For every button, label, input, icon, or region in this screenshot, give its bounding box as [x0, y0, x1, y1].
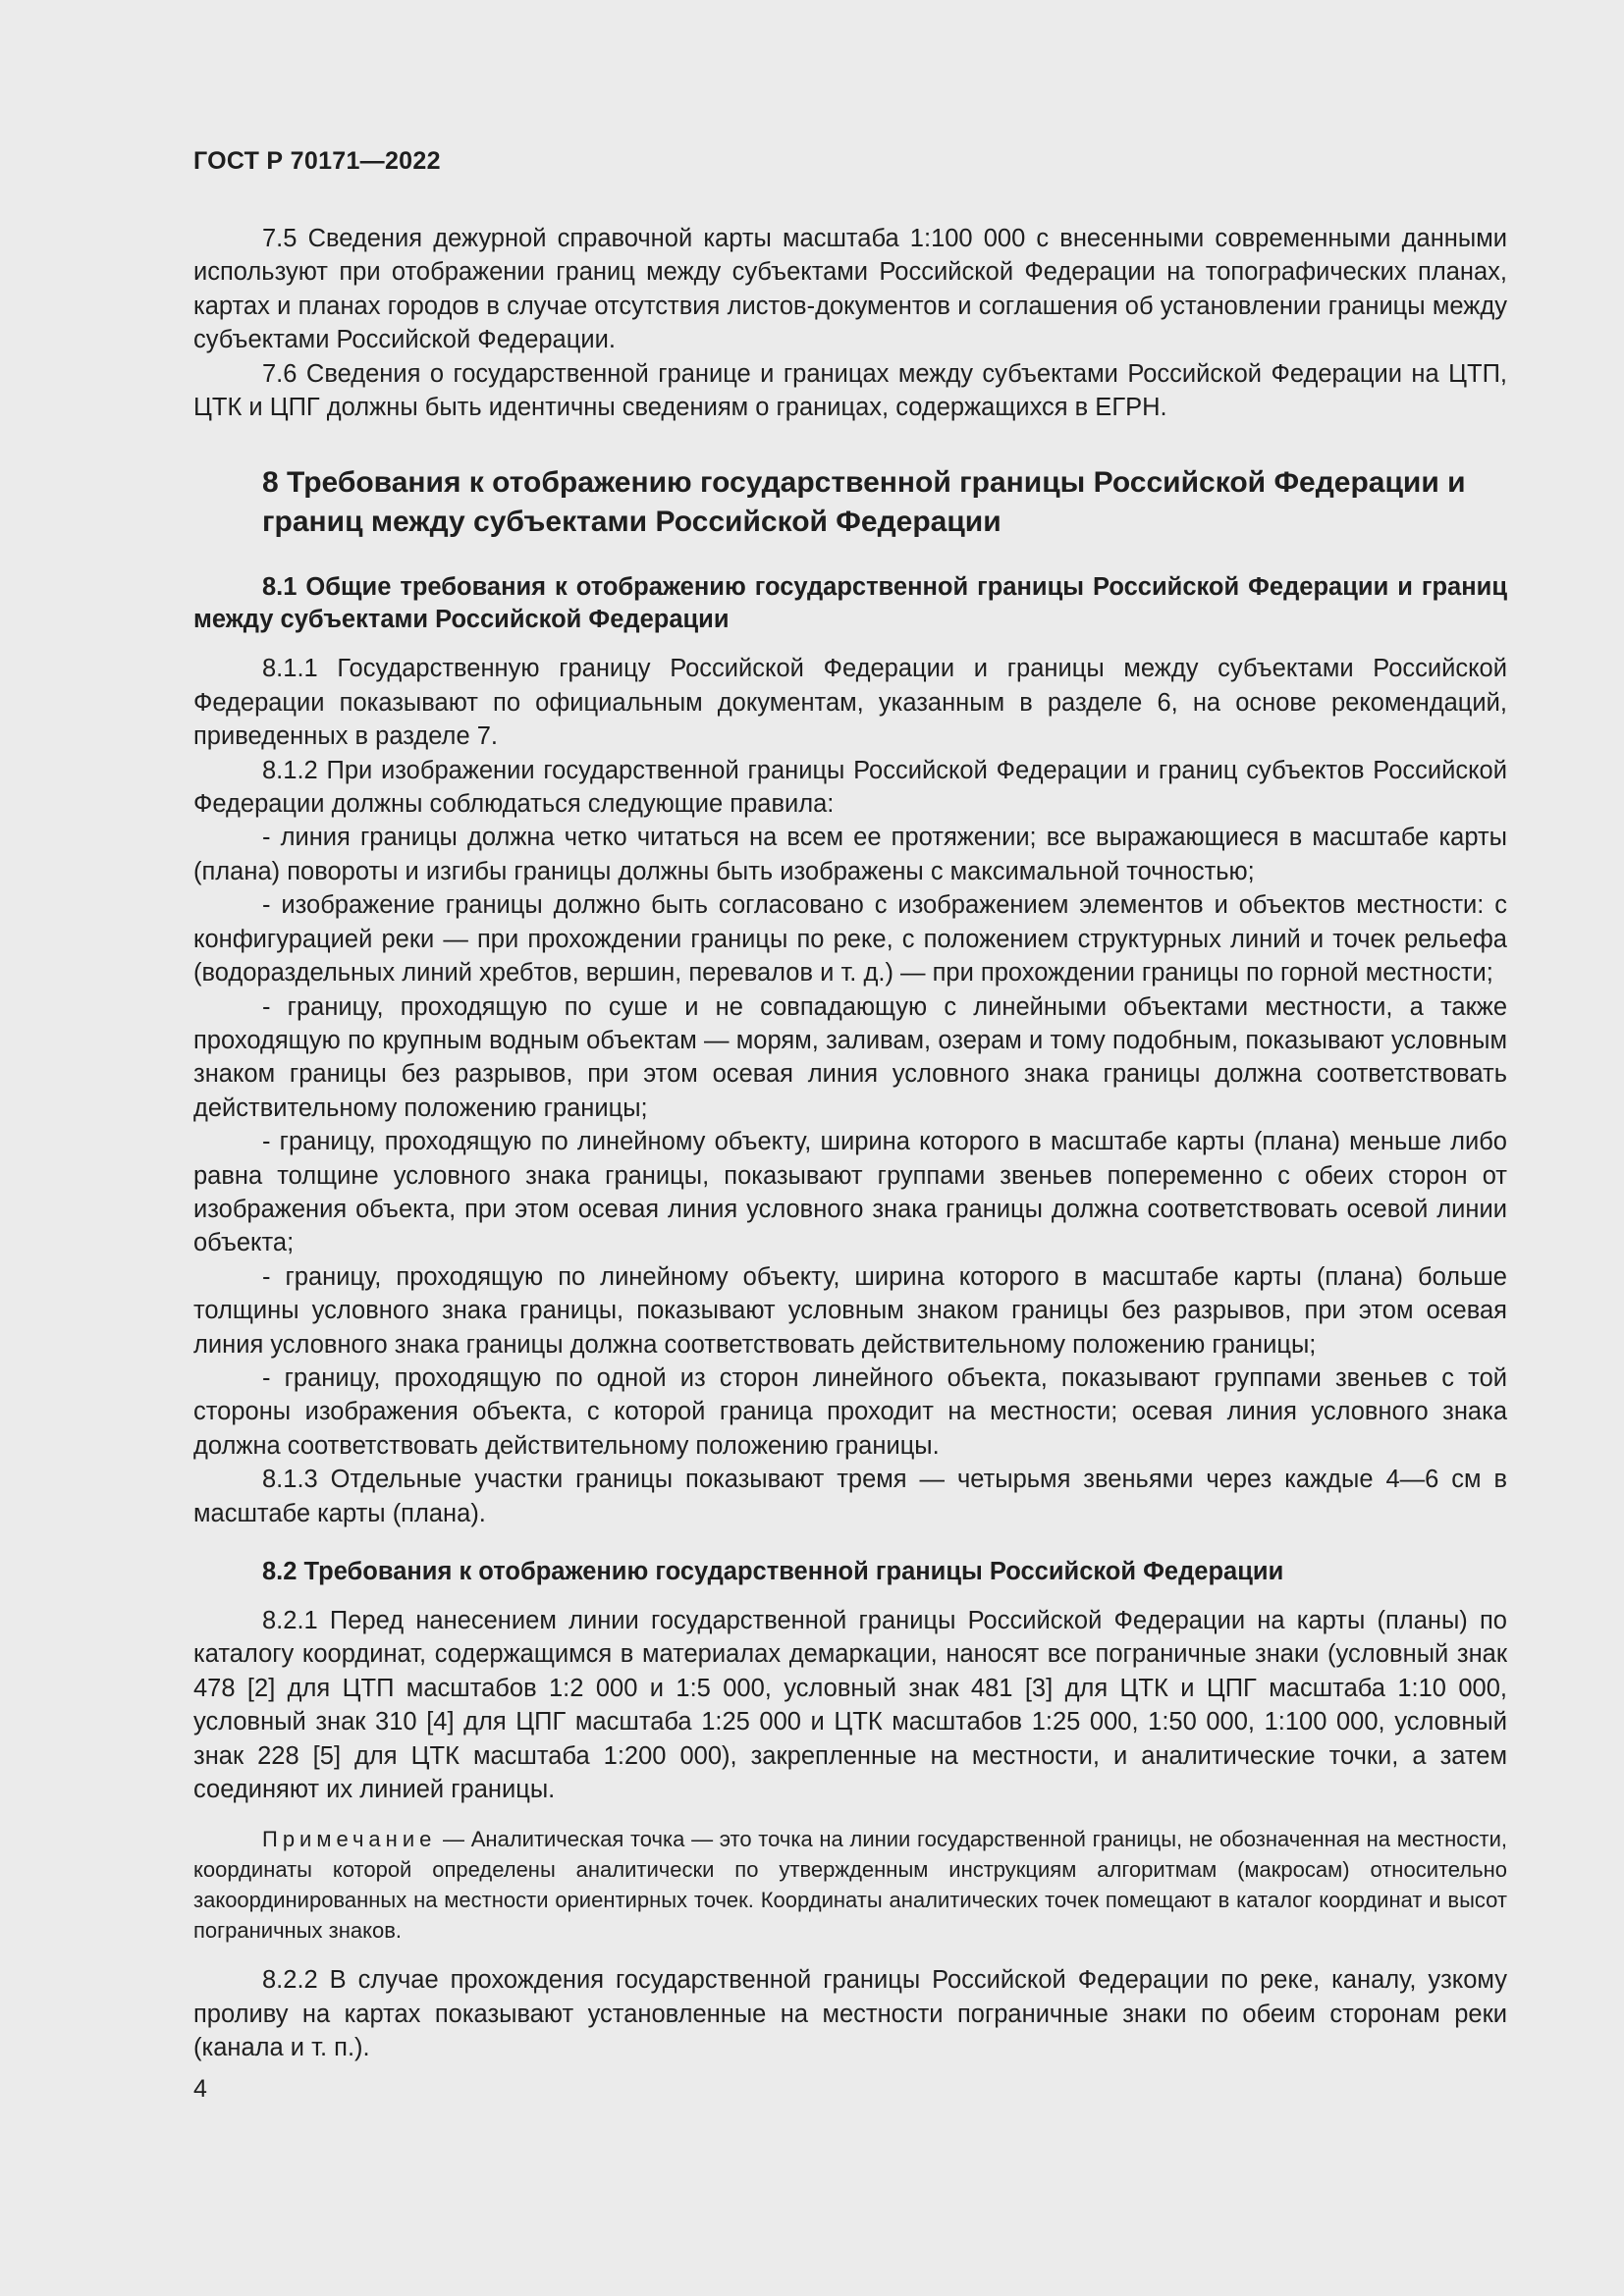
list-item-rule-6: - границу, проходящую по одной из сторон линейного объекта, показывают группами звеньев с той стороны изображения объекта, с которой граница проходит на местности; осевая линия условного знака должна соответствовать действительному положению границы.: [193, 1363, 1507, 1460]
paragraph-8-2-2: 8.2.2 В случае прохождения государственной границы Российской Федерации по реке, каналу, узкому проливу на картах показывают установленные на местности пограничные знаки по обеим сторонам реки (канала и т. п.).: [193, 1966, 1507, 2062]
document-header: ГОСТ Р 70171—2022: [193, 147, 441, 175]
note-label: Примечание: [262, 1827, 437, 1852]
document-body: [193, 222, 1507, 2065]
paragraph-8-1-1: 8.1.1 Государственную границу Российской Федерации и границы между субъектами Российской Федерации показывают по официальным документам, указанным в разделе 6, на основе рекомендаций, приведенных в разделе 7.: [193, 655, 1507, 751]
list-item-rule-3: - границу, проходящую по суше и не совпадающую с линейными объектами местности, а также проходящую по крупным водным объектам — морям, заливам, озерам и тому подобным, показывают условным знаком границы без разрывов, при этом осевая линия условного знака границы должна соответствовать действительному положению границы;: [193, 992, 1507, 1122]
paragraph-7-5: 7.5 Сведения дежурной справочной карты масштаба 1:100 000 с внесенными современными данными используют при отображении границ между субъектами Российской Федерации на топографических планах, картах и планах городов в случае отсутствия листов-документов и соглашения об установлении границы между субъектами Российской Федерации.: [193, 225, 1507, 354]
paragraph-8-1-2: 8.1.2 При изображении государственной границы Российской Федерации и границ субъектов Российской Федерации должны соблюдаться следующие правила:: [193, 756, 1507, 819]
subsection-8-2-title: 8.2 Требования к отображению государственной границы Российской Федерации: [262, 1558, 1284, 1585]
page-number: 4: [193, 2075, 207, 2103]
subsection-8-1-title: 8.1 Общие требования к отображению государственной границы Российской Федерации и границ между субъектами Российской Федерации: [193, 573, 1507, 634]
paragraph-7-6: 7.6 Сведения о государственной границе и границах между субъектами Российской Федерации на ЦТП, ЦТК и ЦПГ должны быть идентичны сведениям о границах, содержащихся в ЕГРН.: [193, 359, 1507, 422]
list-item-rule-2: - изображение границы должно быть согласовано с изображением элементов и объектов местности: с конфигурацией реки — при прохождении границы по реке, с положением структурных линий и точек рельефа (водораздельных линий хребтов, вершин, перевалов и т. д.) — при прохождении границы по горной местности;: [193, 891, 1507, 988]
note: [193, 1824, 1507, 1946]
section-8-title: 8 Требования к отображению государственной границы Российской Федерации и границ между субъектами Российской Федерации: [262, 466, 1466, 539]
list-item-rule-4: - границу, проходящую по линейному объекту, ширина которого в масштабе карты (плана) меньше либо равна толщине условного знака границы, показывают группами звеньев попеременно с обеих сторон от изображения объекта, при этом осевая линия условного знака границы должна соответствовать осевой линии объекта;: [193, 1128, 1507, 1257]
paragraph-8-2-1: 8.2.1 Перед нанесением линии государственной границы Российской Федерации на карты (планы) по каталогу координат, содержащимся в материалах демаркации, наносят все пограничные знаки (условный знак 478 [2] для ЦТП масштабов 1:2 000 и 1:5 000, условный знак 481 [3] для ЦТК и ЦПГ масштаба 1:10 000, условный знак 310 [4] для ЦПГ масштаба 1:25 000 и ЦТК масштабов 1:25 000, 1:50 000, 1:100 000, условный знак 228 [5] для ЦТК масштаба 1:200 000), закрепленные на местности, и аналитические точки, а затем соединяют их линией границы.: [193, 1607, 1507, 1804]
list-item-rule-1: - линия границы должна четко читаться на всем ее протяжении; все выражающиеся в масштабе карты (плана) повороты и изгибы границы должны быть изображены с максимальной точностью;: [193, 824, 1507, 885]
list-item-rule-5: - границу, проходящую по линейному объекту, ширина которого в масштабе карты (плана) больше толщины условного знака границы, показывают условным знаком границы без разрывов, при этом осевая линия условного знака границы должна соответствовать действительному положению границы;: [193, 1262, 1507, 1359]
paragraph-8-1-3: 8.1.3 Отдельные участки границы показывают тремя — четырьмя звеньями через каждые 4—6 см в масштабе карты (плана).: [193, 1466, 1507, 1527]
note-text: — Аналитическая точка — это точка на линии государственной границы, не обозначенная на местности, координаты которой определены аналитически по утвержденным инструкциям алгоритмам (макросам) относительно закоординированных на местности ориентирных точек. Координаты аналитических точек помещают в каталог координат и высот пограничных знаков.: [193, 1827, 1507, 1944]
